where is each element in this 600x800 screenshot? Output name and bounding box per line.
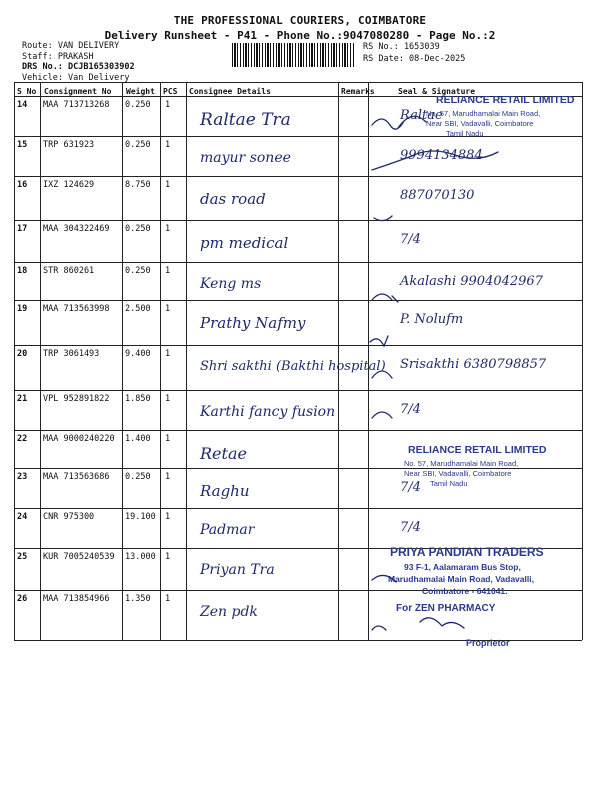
row-sno: 22 <box>17 434 28 444</box>
row-pcs: 1 <box>165 180 171 190</box>
priya-stamp-line3: Coimbatore - 641041. <box>422 586 508 596</box>
reliance-stamp2-line3: Tamil Nadu <box>430 479 468 488</box>
priya-stamp-line2: Marudhamalai Main Road, Vadavalli, <box>388 574 534 584</box>
col-consignee: Consignee Details <box>189 87 271 96</box>
row-consignment: MAA 713854966 <box>43 594 110 604</box>
row-signature-handwriting: 7/4 <box>400 232 421 247</box>
row-consignee-handwriting: Retae <box>200 444 247 463</box>
row-pcs: 1 <box>165 266 171 276</box>
row-consignee-handwriting: Raltae Tra <box>200 110 291 130</box>
row-consignment: VPL 952891822 <box>43 394 110 404</box>
reliance-stamp-line3: Tamil Nadu <box>446 129 484 138</box>
row-signature-handwriting: 7/4 <box>400 480 421 495</box>
row-weight: 1.350 <box>125 594 151 604</box>
row-pcs: 1 <box>165 100 171 110</box>
row-signature-handwriting: Akalashi 9904042967 <box>400 274 543 289</box>
reliance-stamp-name-1: RELIANCE RETAIL LIMITED <box>436 94 575 106</box>
row-signature-handwriting: 887070130 <box>400 188 475 203</box>
row-weight: 1.850 <box>125 394 151 404</box>
row-consignee-handwriting: Karthi fancy fusion <box>200 404 336 420</box>
row-weight: 2.500 <box>125 304 151 314</box>
row-pcs: 1 <box>165 140 171 150</box>
row-sno: 18 <box>17 266 28 276</box>
reliance-stamp2-line1: No. 57, Marudhamalai Main Road, <box>404 459 519 468</box>
row-pcs: 1 <box>165 224 171 234</box>
reliance-stamp-line2: Near SBI, Vadavalli, Coimbatore <box>426 119 534 128</box>
col-pcs: PCS <box>163 87 178 96</box>
rs-number: RS No.: 1653039 <box>363 42 440 52</box>
priya-stamp-line4: For ZEN PHARMACY <box>396 603 496 614</box>
row-sno: 25 <box>17 552 28 562</box>
drs-label: DRS No.: DCJB165303902 <box>22 62 135 72</box>
row-consignee-handwriting: Raghu <box>200 482 250 500</box>
runsheet-subtitle: Delivery Runsheet - P41 - Phone No.:9047080280 - Page No.:2 <box>104 29 496 42</box>
row-sno: 19 <box>17 304 28 314</box>
row-sno: 15 <box>17 140 28 150</box>
row-consignment: TRP 631923 <box>43 140 95 150</box>
row-consignee-handwriting: Keng ms <box>200 276 262 292</box>
row-consignee-handwriting: Padmar <box>200 522 255 538</box>
row-consignment: TRP 3061493 <box>43 349 100 359</box>
row-signature-handwriting: Raltae <box>400 108 443 123</box>
reliance-stamp-line1: No. 57, Marudhamalai Main Road, <box>426 109 541 118</box>
row-sno: 24 <box>17 512 28 522</box>
company-title: THE PROFESSIONAL COURIERS, COIMBATORE <box>173 14 427 27</box>
vehicle-label: Vehicle: Van Delivery <box>22 72 130 83</box>
priya-stamp-line5: Proprietor <box>466 638 510 648</box>
row-weight: 1.400 <box>125 434 151 444</box>
row-sno: 14 <box>17 100 28 110</box>
row-weight: 0.250 <box>125 224 151 234</box>
col-signature: Seal & Signature <box>398 87 476 96</box>
rs-date: RS Date: 08-Dec-2025 <box>363 53 466 64</box>
col-weight: Weight <box>126 87 155 96</box>
row-consignment: MAA 713563686 <box>43 472 110 482</box>
row-consignment: MAA 9000240220 <box>43 434 115 444</box>
row-consignee-handwriting: das road <box>200 190 266 208</box>
row-pcs: 1 <box>165 512 171 522</box>
row-signature-handwriting: 9994134884 <box>400 148 483 163</box>
reliance-stamp2-line2: Near SBI, Vadavalli, Coimbatore <box>404 469 512 478</box>
row-consignee-handwriting: Shri sakthi (Bakthi hospital) <box>200 359 386 374</box>
row-consignee-handwriting: mayur sonee <box>200 150 291 166</box>
col-sno: S No <box>17 87 37 96</box>
row-weight: 8.750 <box>125 180 151 190</box>
row-sno: 20 <box>17 349 28 359</box>
row-weight: 0.250 <box>125 140 151 150</box>
row-pcs: 1 <box>165 552 171 562</box>
row-sno: 21 <box>17 394 28 404</box>
row-pcs: 1 <box>165 349 171 359</box>
col-consignment: Consignment No <box>44 87 112 96</box>
row-sno: 26 <box>17 594 28 604</box>
row-consignment: KUR 7005240539 <box>43 552 115 562</box>
row-consignee-handwriting: pm medical <box>200 234 289 252</box>
row-pcs: 1 <box>165 594 171 604</box>
row-signature-handwriting: 7/4 <box>400 520 421 535</box>
row-signature-handwriting: P. Nolufm <box>400 312 464 327</box>
row-consignee-handwriting: Prathy Nafmy <box>200 314 306 332</box>
row-sno: 23 <box>17 472 28 482</box>
row-pcs: 1 <box>165 394 171 404</box>
row-consignment: MAA 713563998 <box>43 304 110 314</box>
row-sno: 17 <box>17 224 28 234</box>
row-weight: 13.000 <box>125 552 156 562</box>
priya-stamp-name: PRIYA PANDIAN TRADERS <box>390 545 544 559</box>
row-signature-handwriting: Srisakthi 6380798857 <box>400 357 547 372</box>
row-sno: 16 <box>17 180 28 190</box>
row-pcs: 1 <box>165 304 171 314</box>
row-weight: 9.400 <box>125 349 151 359</box>
row-weight: 0.250 <box>125 266 151 276</box>
row-pcs: 1 <box>165 434 171 444</box>
row-consignment: MAA 304322469 <box>43 224 110 234</box>
staff-label: Staff: PRAKASH <box>22 51 94 62</box>
priya-stamp-line1: 93 F-1, Aalamaram Bus Stop, <box>404 562 521 572</box>
reliance-stamp-name-2: RELIANCE RETAIL LIMITED <box>408 444 547 456</box>
row-weight: 0.250 <box>125 100 151 110</box>
row-consignment: CNR 975300 <box>43 512 95 522</box>
row-consignment: MAA 713713268 <box>43 100 110 110</box>
row-consignment: IXZ 124629 <box>43 180 95 190</box>
row-signature-handwriting: 7/4 <box>400 402 421 417</box>
route-label: Route: VAN DELIVERY <box>22 41 120 51</box>
row-weight: 19.100 <box>125 512 156 522</box>
row-pcs: 1 <box>165 472 171 482</box>
col-remarks: Remarks <box>341 87 375 96</box>
row-consignment: STR 860261 <box>43 266 95 276</box>
row-weight: 0.250 <box>125 472 151 482</box>
row-consignee-handwriting: Zen pdk <box>200 604 258 620</box>
row-consignee-handwriting: Priyan Tra <box>200 562 275 578</box>
